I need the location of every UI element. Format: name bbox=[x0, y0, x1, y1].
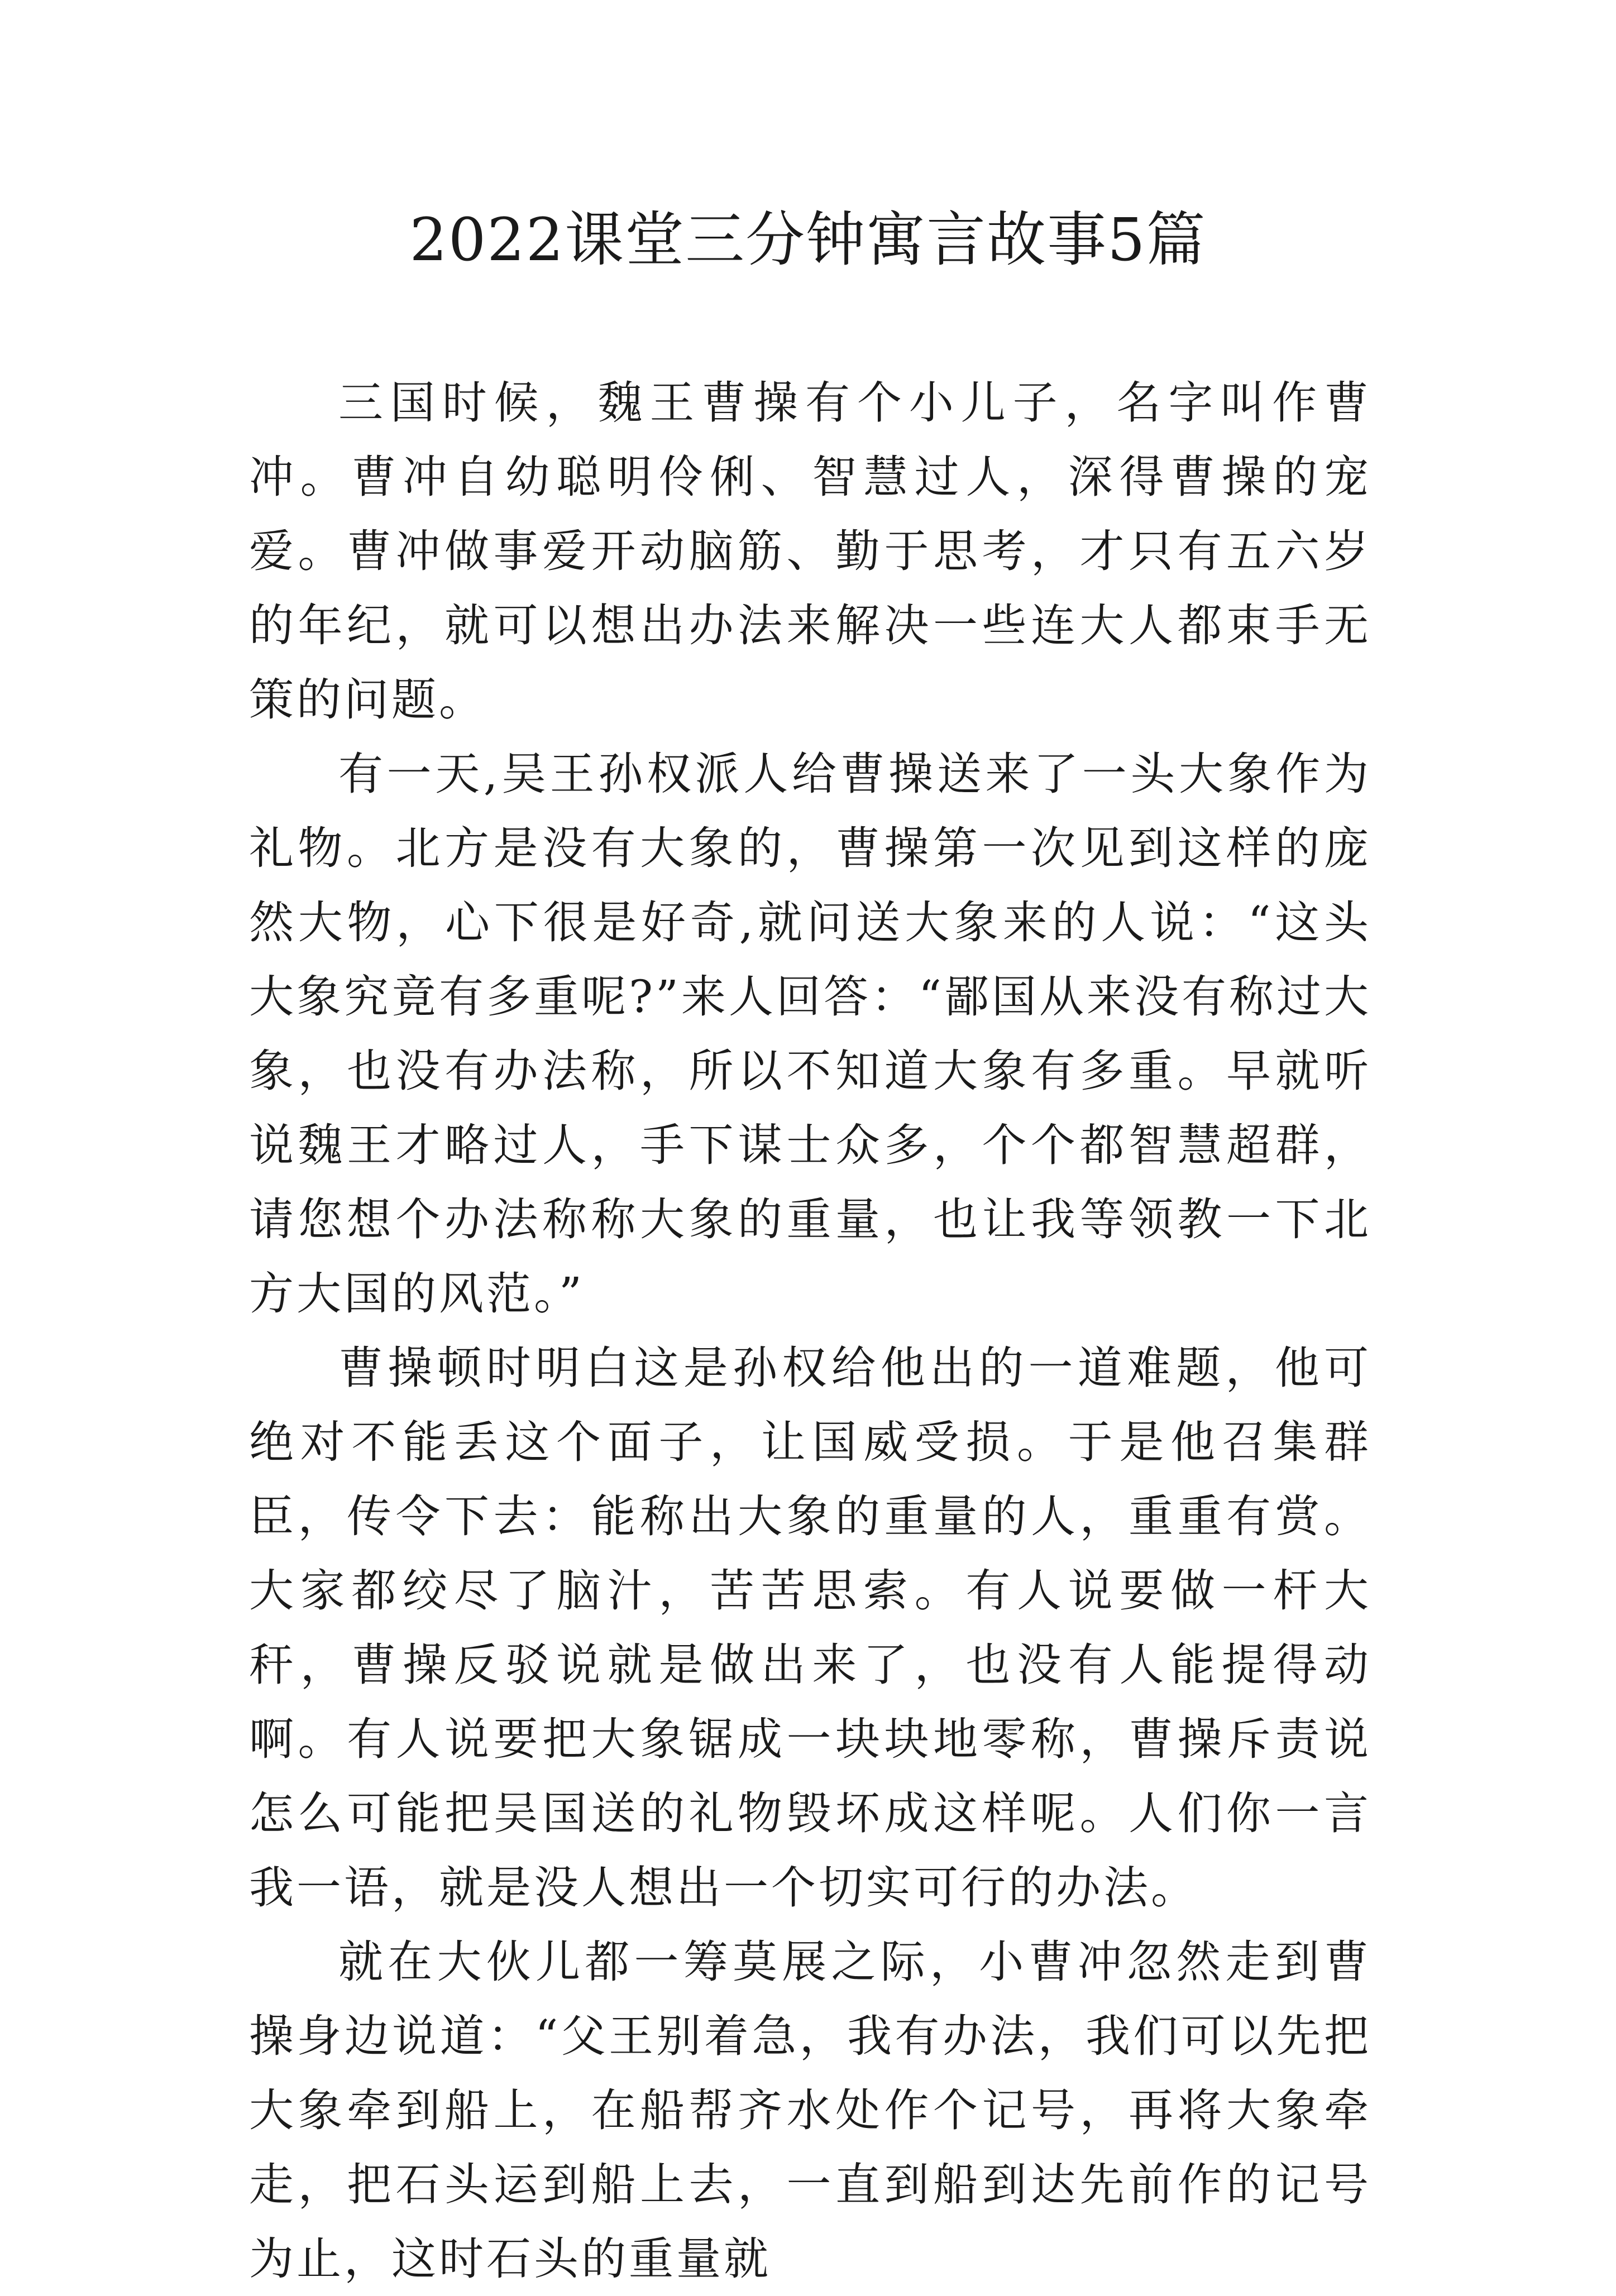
document-body bbox=[249, 366, 1371, 2296]
paragraph-3: 曹操顿时明白这是孙权给他出的一道难题，他可绝对不能丢这个面子，让国威受损。于是他召集群臣，传令下去：能称出大象的重量的人，重重有赏。大家都绞尽了脑汁，苦苦思索。有人说要做一杆大秆，曹操反驳说就是做出来了，也没有人能提得动啊。有人说要把大象锯成一块块地零称，曹操斥责说怎么可能把吴国送的礼物毁坏成这样呢。人们你一言我一语，就是没人想出一个切实可行的办法。 bbox=[249, 1342, 1371, 1914]
paragraph-2: 有一天,吴王孙权派人给曹操送来了一头大象作为礼物。北方是没有大象的，曹操第一次见到这样的庞然大物，心下很是好奇,就问送大象来的人说：“这头大象究竟有多重呢?”来人回答：“鄙国从来没有称过大象，也没有办法称，所以不知道大象有多重。早就听说魏王才略过人，手下谋士众多，个个都智慧超群，请您想个办法称称大象的重量，也让我等领教一下北方大国的风范。” bbox=[249, 748, 1371, 1320]
paragraph-4: 就在大伙儿都一筹莫展之际，小曹冲忽然走到曹操身边说道：“父王别着急，我有办法，我们可以先把大象牵到船上，在船帮齐水处作个记号，再将大象牵走，把石头运到船上去，一直到船到达先前作的记号为止，这时石头的重量就 bbox=[249, 1936, 1371, 2285]
paragraph-1: 三国时候，魏王曹操有个小儿子，名字叫作曹冲。曹冲自幼聪明伶俐、智慧过人，深得曹操的宠爱。曹冲做事爱开动脑筋、勤于思考，才只有五六岁的年纪，就可以想出办法来解决一些连大人都束手无策的问题。 bbox=[249, 377, 1371, 726]
document-title: 2022课堂三分钟寓言故事5篇 bbox=[409, 205, 1207, 274]
